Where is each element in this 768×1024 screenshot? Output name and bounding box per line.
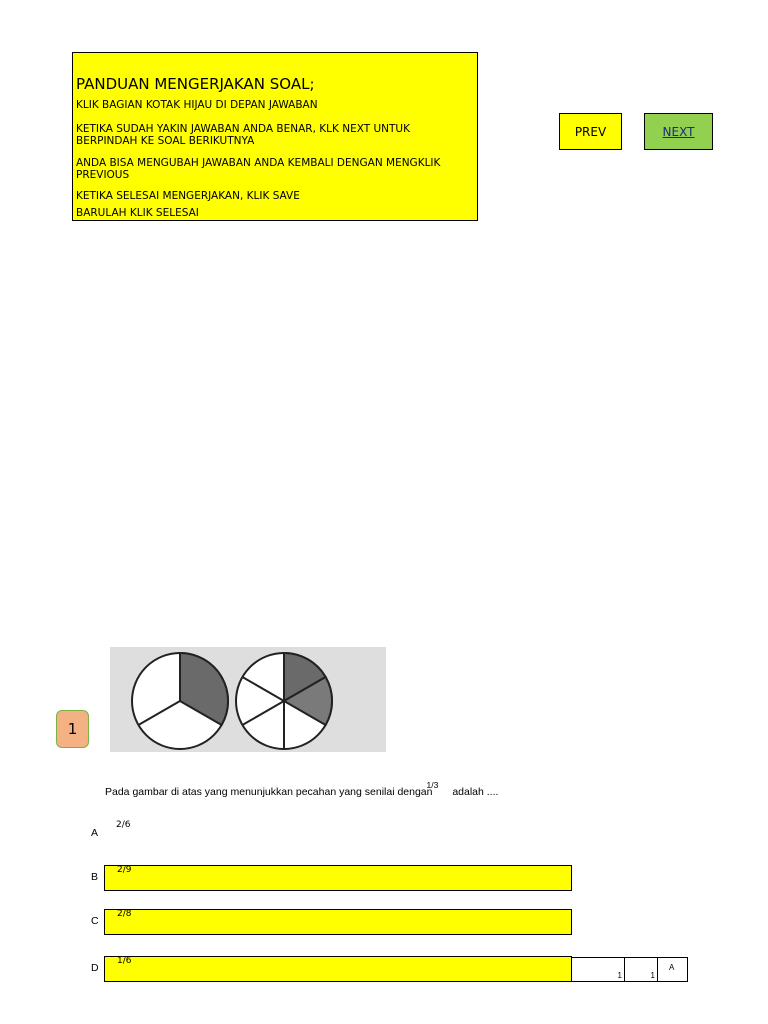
option-c-value: 2/8 bbox=[117, 909, 132, 919]
instruction-line: KETIKA SUDAH YAKIN JAWABAN ANDA BENAR, KLK NEXT UNTUK BERPINDAH KE SOAL BERIKUTNYA bbox=[76, 123, 411, 147]
next-button[interactable]: NEXT bbox=[644, 113, 713, 150]
option-c[interactable] bbox=[104, 909, 572, 935]
instruction-line: KLIK BAGIAN KOTAK HIJAU DI DEPAN JAWABAN bbox=[76, 99, 318, 111]
answer-cell bbox=[625, 957, 658, 982]
question-tail: adalah .... bbox=[452, 786, 499, 798]
answer-cell-value: A bbox=[669, 963, 675, 972]
option-d-letter: D bbox=[91, 962, 99, 974]
circle-thirds bbox=[132, 653, 228, 749]
question-number-badge: 1 bbox=[56, 710, 89, 748]
option-a-letter: A bbox=[91, 827, 99, 839]
option-d[interactable] bbox=[104, 956, 572, 982]
question-fraction: 1/3 bbox=[426, 780, 439, 790]
option-c-letter: C bbox=[91, 915, 99, 927]
answer-cell bbox=[658, 957, 688, 982]
prev-button[interactable]: PREV bbox=[559, 113, 622, 150]
option-d-value: 1/6 bbox=[117, 956, 132, 966]
question-stem: Pada gambar di atas yang menunjukkan pecahan yang senilai dengan bbox=[105, 786, 433, 798]
instruction-line: ANDA BISA MENGUBAH JAWABAN ANDA KEMBALI DENGAN MENGKLIK PREVIOUS bbox=[76, 157, 441, 181]
option-b[interactable] bbox=[104, 865, 572, 891]
answer-cell-value: 1 bbox=[650, 971, 655, 980]
option-a[interactable] bbox=[104, 818, 572, 844]
option-b-letter: B bbox=[91, 871, 99, 883]
instructions-title: PANDUAN MENGERJAKAN SOAL; bbox=[76, 75, 315, 93]
answer-cell bbox=[572, 957, 625, 982]
circle-sixths bbox=[236, 653, 332, 749]
option-a-value: 2/6 bbox=[116, 820, 131, 830]
instruction-line: KETIKA SELESAI MENGERJAKAN, KLIK SAVE bbox=[76, 190, 300, 202]
option-b-value: 2/9 bbox=[117, 865, 132, 875]
instructions-panel bbox=[72, 52, 478, 221]
instruction-line: BARULAH KLIK SELESAI bbox=[76, 207, 199, 219]
question-text bbox=[105, 780, 499, 798]
fraction-circles-image bbox=[110, 647, 386, 752]
answer-cell-value: 1 bbox=[617, 971, 622, 980]
